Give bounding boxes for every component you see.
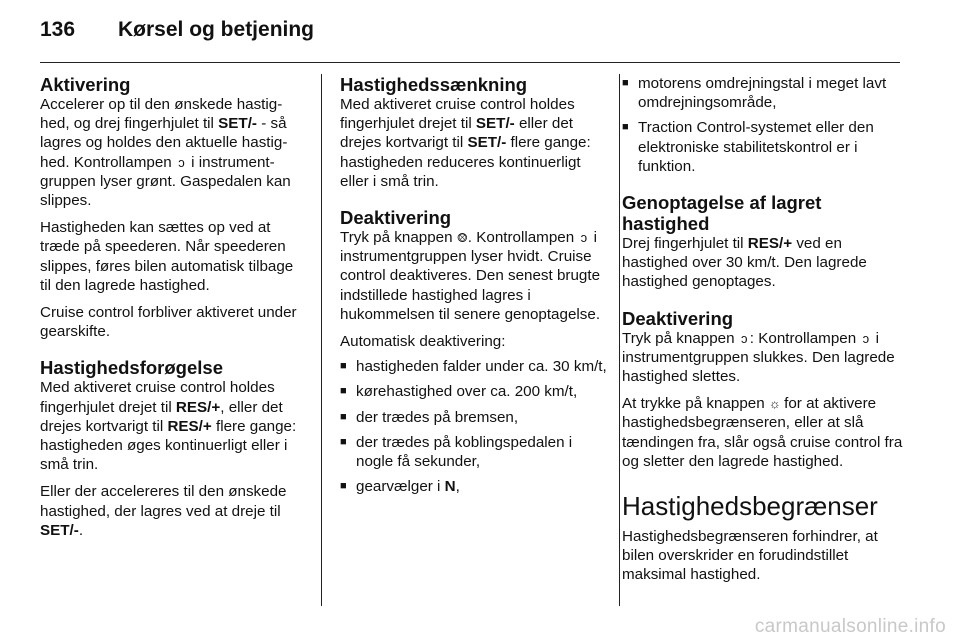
paragraph: Tryk på knappen ↄ : Kontrollampen ↄ i instrumentgruppen slukkes. Den lagrede hastighed slettes. [622,329,895,386]
speed-limiter-button-icon: ☼ [768,396,781,412]
heading-hastighedsforogelse: Hastighedsforøgelse [40,357,223,379]
list-item: ■ motorens omdrejningstal i meget lavt omdrejningsområde, [622,74,908,112]
auto-deactivation-list [340,357,608,496]
column-2 [340,74,608,504]
paragraph: Hastigheden kan sættes op ved at træde på speederen. Når speederen slippes, føres bilen automatisk tilbage til den lagrede hastighed. [40,219,294,294]
list-item: ■ kørehastighed over ca. 200 km/t, [340,382,608,401]
cruise-control-lamp-icon: ↄ [178,154,185,170]
paragraph: Tryk på knappen ⨷. Kontrollampen ↄ i instrumentgruppen lyser hvidt. Cruise control deaktiveres. Den senest brugte indstillede hastighed lagres i hukommelsen til senere genoptagelse. [340,229,601,323]
page-number: 136 [40,18,76,41]
paragraph: Med aktiveret cruise control holdes fingerhjulet drejet til SET/- eller det drejes kortvarigt til SET/- flere gange: hastigheden reduceres kontinuerligt eller i små trin. [340,96,591,190]
heading-aktivering: Aktivering [40,74,131,95]
paragraph: Hastighedsbegrænseren forhindrer, at bilen overskrider en forudindstillet maksimal hastighed. [622,528,878,584]
paragraph: Automatisk deaktivering: [340,333,506,351]
paragraph: Cruise control forbliver aktiveret under gearskifte. [40,304,297,341]
header-divider [40,62,900,63]
column-divider-2 [619,74,620,606]
column-1 [40,74,306,548]
column-divider-1 [321,74,322,606]
list-item: ■ der trædes på bremsen, [340,408,608,427]
cancel-button-icon: ⨷ [457,230,468,246]
list-item: ■ Traction Control-systemet eller den elektroniske stabilitetskontrol er i funktion. [622,118,908,176]
heading-deaktivering: Deaktivering [622,307,734,329]
list-item: ■ hastigheden falder under ca. 30 km/t, [340,357,608,376]
cruise-control-lamp-icon: ↄ [862,330,870,346]
paragraph: Accelerer op til den ønskede hastighed, og drej fingerhjulet til SET/- - så lagres og holdes den aktuelle hastighed. Kontrollampen ↄ i instrumentgruppen lyser grønt. Gaspedalen kan slippes. [40,96,291,210]
heading-hastighedssaenkning: Hastighedssænkning [340,74,528,95]
heading-genoptagelse: Genoptagelse af lagret hastighed [622,192,822,235]
paragraph: Drej fingerhjulet til RES/+ ved en hastighed over 30 km/t. Den lagrede hastighed genoptages. [622,235,867,291]
paragraph: Med aktiveret cruise control holdes fingerhjulet drejet til RES/+, eller det drejes kortvarigt til RES/+ flere gange: hastigheden øges kontinuerligt eller i små trin. [40,379,297,474]
list-item: ■ der trædes på koblingspedalen i nogle få sekunder, [340,433,608,471]
cruise-control-button-icon: ↄ [741,330,748,346]
chapter-title: Kørsel og betjening [118,18,315,41]
paragraph: At trykke på knappen ☼ for at aktivere hastighedsbegrænseren, eller at slå tændingen fra, slår også cruise control fra og sletter den lagrede hastighed. [622,395,903,470]
cruise-control-lamp-icon: ↄ [580,230,588,246]
heading-hastighedsbegraenser: Hastighedsbegrænser [622,491,878,522]
watermark: carmanualsonline.info [754,616,946,637]
page-header [40,18,314,48]
paragraph: Eller der accelereres til den ønskede hastighed, der lagres ved at dreje til SET/-. [40,483,287,539]
heading-deaktivering: Deaktivering [340,207,452,229]
list-item: ■ gearvælger i N, [340,477,608,496]
auto-deactivation-list-continued [622,74,908,176]
column-3 [622,74,908,593]
